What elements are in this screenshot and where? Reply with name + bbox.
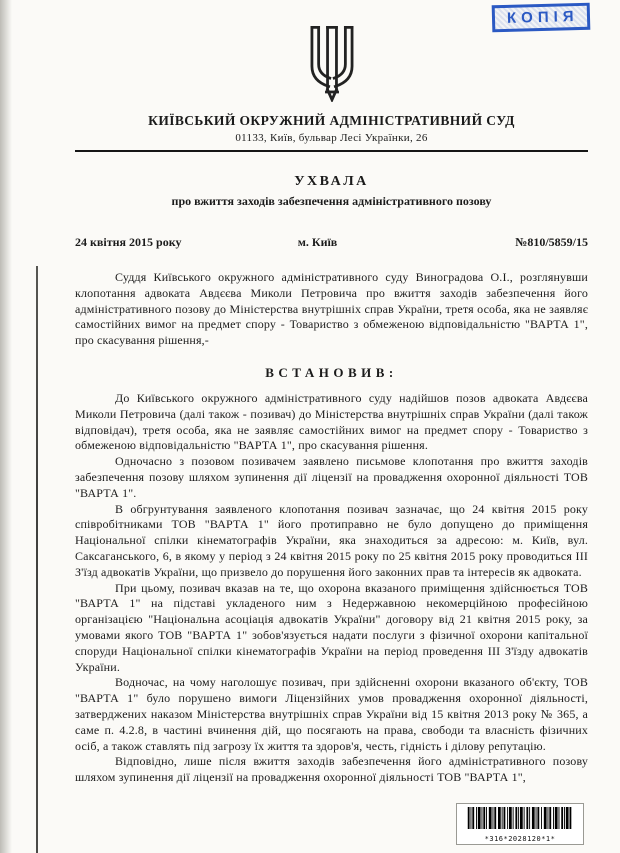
body-paragraph: Відповідно, лише після вжиття заходів забезпечення його адміністративного позову шляхом зупинення дії ліцензії на провадження охоронної діяльності ТОВ "ВАРТА 1", — [75, 754, 588, 785]
meta-row — [75, 235, 588, 250]
body-paragraph: До Київського окружного адміністративного суду надійшов позов адвоката Авдєєва Миколи Петровича (далі також - позивач) до Міністерства внутрішніх справ України (далі також відповідач), третя особа, яка не заявляє самостійних вимог на предмет спору - Товариство з обмеженою відповідальністю "ВАРТА 1", про скасування рішення. — [75, 390, 588, 453]
ruling-date: 24 квітня 2015 року — [75, 235, 182, 249]
intro-paragraph: Суддя Київського окружного адміністративного суду Виноградова О.І., розглянувши клопотання адвоката Авдєєва Миколи Петровича про вжиття заходів забезпечення його адміністративного позову до Міністерства внутрішніх справ України, третя особа, яка не заявляє самостійних вимог на предмет спору - Товариство з обмеженою відповідальністю "ВАРТА 1", про скасування рішення,- — [75, 270, 588, 348]
court-name: КИЇВСЬКИЙ ОКРУЖНИЙ АДМІНІСТРАТИВНИЙ СУД — [148, 113, 515, 128]
body-paragraph: Водночас, на чому наголошує позивач, при здійсненні охорони вказаного об'єкту, ТОВ "ВАРТА 1" було порушено вимоги Ліцензійних умов провадження охоронної діяльності, затверджених наказом Міністерства внутрішніх справ України від 15 квітня 2013 року № 365, а саме п. 4.2.8, в частині вчинення дій, що посягають на права, свободи та власність фізичних осіб, а також ставлять під загрозу їх життя та здоров'я, честь, гідність і ділову репутацію. — [75, 675, 588, 753]
body-paragraph: При цьому, позивач вказав на те, що охорона вказаного приміщення здійснюється ТОВ "ВАРТА 1" на підставі укладеного ним з Недержавною некомерційною професійною організацією "Національна асоціація адвокатів України" договору від 21 квітня 2015 року, за умовами якого ТОВ "ВАРТА 1" зобов'язується надати послуги з фізичної охорони капітальної споруди Національної спілки кінематографів України на період проведення ІІІ З'їзду адвокатів України. — [75, 580, 588, 674]
copy-stamp-label: КОПІЯ — [507, 8, 580, 27]
barcode-text: *316*2028120*1* — [484, 835, 556, 843]
trident-emblem — [75, 24, 588, 107]
barcode — [456, 803, 584, 845]
header-divider — [75, 150, 588, 152]
ruling-title: УХВАЛА — [294, 174, 369, 189]
body-paragraph: Одночасно з позовом позивачем заявлено письмове клопотання про вжиття заходів забезпечення позову шляхом зупинення дії ліцензії на провадження охоронної діяльності ТОВ "ВАРТА 1". — [75, 454, 588, 500]
body-paragraph: В обгрунтування заявленого клопотання позивач зазначає, що 24 квітня 2015 року співробітниками ТОВ "ВАРТА 1" його протиправно не було допущено до приміщення Національної спілки кінематографів України, яка знаходиться за адресою: м. Київ, вул. Саксаганського, 6, в якому у період з 24 квітня 2015 року по 25 квітня 2015 року проводиться ІІІ З'їзд адвокатів України, що призвело до порушення його законних прав та інтересів як адвоката. — [75, 501, 588, 579]
established-heading: ВСТАНОВИВ: — [265, 364, 398, 380]
case-number: №810/5859/15 — [515, 235, 588, 249]
ruling-place: м. Київ — [297, 235, 338, 249]
barcode-bars — [463, 807, 577, 829]
ruling-subtitle: про вжиття заходів забезпечення адміністративного позову — [171, 194, 492, 208]
court-address: 01133, Київ, бульвар Лесі Українки, 26 — [235, 132, 428, 144]
